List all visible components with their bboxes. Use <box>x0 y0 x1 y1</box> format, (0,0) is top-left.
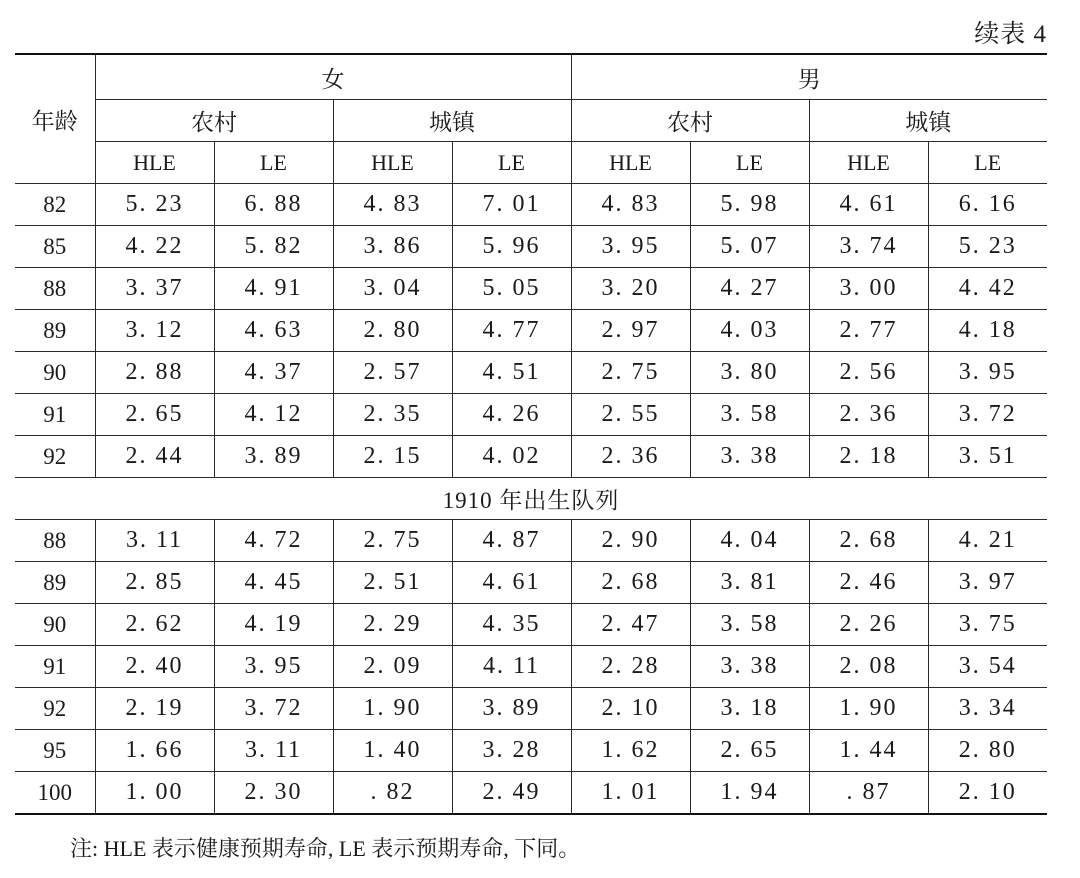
table-footnote: 注: HLE 表示健康预期寿命, LE 表示预期寿命, 下同。 <box>70 836 581 861</box>
value-cell: 2. 65 <box>690 730 809 772</box>
value-cell: 3. 81 <box>690 562 809 604</box>
age-cell: 90 <box>15 352 95 394</box>
value-cell: 2. 97 <box>571 310 690 352</box>
value-cell: 3. 75 <box>928 604 1047 646</box>
table-row <box>15 646 1047 688</box>
age-header: 年龄 <box>15 54 95 184</box>
female-rural-header: 农村 <box>95 100 333 142</box>
value-cell: 3. 74 <box>809 226 928 268</box>
age-cell: 91 <box>15 646 95 688</box>
value-cell: 3. 11 <box>95 520 214 562</box>
value-cell: 4. 61 <box>452 562 571 604</box>
value-cell: 3. 95 <box>214 646 333 688</box>
value-cell: 5. 07 <box>690 226 809 268</box>
cohort-section-label: 1910 年出生队列 <box>15 478 1047 520</box>
value-cell: 2. 28 <box>571 646 690 688</box>
value-cell: 4. 51 <box>452 352 571 394</box>
male-rural-header: 农村 <box>571 100 809 142</box>
value-cell: 3. 72 <box>928 394 1047 436</box>
value-cell: 4. 11 <box>452 646 571 688</box>
age-cell: 89 <box>15 562 95 604</box>
value-cell: 2. 77 <box>809 310 928 352</box>
value-cell: 4. 35 <box>452 604 571 646</box>
value-cell: 2. 09 <box>333 646 452 688</box>
table-row <box>15 310 1047 352</box>
value-cell: 4. 21 <box>928 520 1047 562</box>
table-row <box>15 730 1047 772</box>
table-row <box>15 226 1047 268</box>
value-cell: 2. 51 <box>333 562 452 604</box>
value-cell: 4. 22 <box>95 226 214 268</box>
value-cell: 4. 18 <box>928 310 1047 352</box>
value-cell: 5. 82 <box>214 226 333 268</box>
value-cell: 4. 12 <box>214 394 333 436</box>
column-header: HLE <box>571 142 690 184</box>
value-cell: 4. 37 <box>214 352 333 394</box>
value-cell: 5. 23 <box>95 184 214 226</box>
value-cell: 1. 62 <box>571 730 690 772</box>
value-cell: 2. 18 <box>809 436 928 478</box>
value-cell: 3. 72 <box>214 688 333 730</box>
table-row <box>15 352 1047 394</box>
age-cell: 89 <box>15 310 95 352</box>
value-cell: 1. 66 <box>95 730 214 772</box>
value-cell: 2. 85 <box>95 562 214 604</box>
value-cell: 3. 38 <box>690 646 809 688</box>
value-cell: 5. 96 <box>452 226 571 268</box>
value-cell: 3. 20 <box>571 268 690 310</box>
value-cell: 2. 68 <box>809 520 928 562</box>
value-cell: 6. 88 <box>214 184 333 226</box>
value-cell: . 87 <box>809 772 928 815</box>
age-cell: 92 <box>15 436 95 478</box>
value-cell: 3. 58 <box>690 394 809 436</box>
female-urban-header: 城镇 <box>333 100 571 142</box>
value-cell: 3. 95 <box>928 352 1047 394</box>
value-cell: 2. 55 <box>571 394 690 436</box>
value-cell: 3. 51 <box>928 436 1047 478</box>
age-cell: 88 <box>15 520 95 562</box>
value-cell: 3. 37 <box>95 268 214 310</box>
value-cell: 3. 54 <box>928 646 1047 688</box>
value-cell: 2. 08 <box>809 646 928 688</box>
value-cell: 2. 88 <box>95 352 214 394</box>
value-cell: 2. 36 <box>809 394 928 436</box>
value-cell: 3. 97 <box>928 562 1047 604</box>
value-cell: 2. 26 <box>809 604 928 646</box>
value-cell: 1. 01 <box>571 772 690 815</box>
value-cell: 4. 27 <box>690 268 809 310</box>
value-cell: 3. 58 <box>690 604 809 646</box>
age-cell: 82 <box>15 184 95 226</box>
age-cell: 95 <box>15 730 95 772</box>
male-urban-header: 城镇 <box>809 100 1047 142</box>
value-cell: 5. 05 <box>452 268 571 310</box>
age-cell: 100 <box>15 772 95 815</box>
value-cell: 2. 90 <box>571 520 690 562</box>
age-cell: 92 <box>15 688 95 730</box>
value-cell: 1. 90 <box>809 688 928 730</box>
value-cell: 4. 83 <box>571 184 690 226</box>
table-row <box>15 520 1047 562</box>
value-cell: 4. 02 <box>452 436 571 478</box>
table-continuation-caption: 续表 4 <box>974 21 1047 48</box>
column-header: LE <box>690 142 809 184</box>
value-cell: 4. 77 <box>452 310 571 352</box>
age-cell: 91 <box>15 394 95 436</box>
column-header: HLE <box>333 142 452 184</box>
value-cell: 4. 72 <box>214 520 333 562</box>
value-cell: 3. 00 <box>809 268 928 310</box>
value-cell: 5. 23 <box>928 226 1047 268</box>
column-header: LE <box>452 142 571 184</box>
value-cell: 2. 68 <box>571 562 690 604</box>
value-cell: 2. 49 <box>452 772 571 815</box>
table-row <box>15 772 1047 815</box>
value-cell: 2. 80 <box>928 730 1047 772</box>
value-cell: 3. 80 <box>690 352 809 394</box>
value-cell: 4. 83 <box>333 184 452 226</box>
section-divider-row <box>15 478 1047 520</box>
value-cell: 4. 26 <box>452 394 571 436</box>
value-cell: 2. 62 <box>95 604 214 646</box>
value-cell: 6. 16 <box>928 184 1047 226</box>
value-cell: 2. 46 <box>809 562 928 604</box>
age-cell: 90 <box>15 604 95 646</box>
value-cell: 2. 65 <box>95 394 214 436</box>
value-cell: 3. 12 <box>95 310 214 352</box>
table-row <box>15 268 1047 310</box>
value-cell: 3. 04 <box>333 268 452 310</box>
value-cell: 3. 86 <box>333 226 452 268</box>
column-header: LE <box>214 142 333 184</box>
age-cell: 85 <box>15 226 95 268</box>
value-cell: 1. 44 <box>809 730 928 772</box>
value-cell: 1. 00 <box>95 772 214 815</box>
value-cell: 2. 15 <box>333 436 452 478</box>
life-expectancy-table <box>15 53 1047 815</box>
value-cell: 7. 01 <box>452 184 571 226</box>
value-cell: 1. 94 <box>690 772 809 815</box>
column-header: LE <box>928 142 1047 184</box>
value-cell: 2. 75 <box>571 352 690 394</box>
value-cell: 3. 28 <box>452 730 571 772</box>
value-cell: 3. 89 <box>214 436 333 478</box>
value-cell: 3. 89 <box>452 688 571 730</box>
value-cell: 2. 30 <box>214 772 333 815</box>
value-cell: 2. 75 <box>333 520 452 562</box>
male-header: 男 <box>571 54 1047 100</box>
value-cell: 3. 95 <box>571 226 690 268</box>
value-cell: 4. 61 <box>809 184 928 226</box>
column-header: HLE <box>809 142 928 184</box>
value-cell: 2. 56 <box>809 352 928 394</box>
value-cell: 2. 80 <box>333 310 452 352</box>
value-cell: 4. 19 <box>214 604 333 646</box>
value-cell: 4. 87 <box>452 520 571 562</box>
value-cell: 3. 34 <box>928 688 1047 730</box>
column-header: HLE <box>95 142 214 184</box>
table-row <box>15 562 1047 604</box>
value-cell: 2. 35 <box>333 394 452 436</box>
value-cell: 4. 63 <box>214 310 333 352</box>
value-cell: 3. 11 <box>214 730 333 772</box>
value-cell: 3. 18 <box>690 688 809 730</box>
value-cell: 4. 03 <box>690 310 809 352</box>
value-cell: 1. 90 <box>333 688 452 730</box>
value-cell: . 82 <box>333 772 452 815</box>
table-row <box>15 394 1047 436</box>
value-cell: 4. 45 <box>214 562 333 604</box>
table-row <box>15 436 1047 478</box>
value-cell: 2. 29 <box>333 604 452 646</box>
table-row <box>15 604 1047 646</box>
value-cell: 2. 36 <box>571 436 690 478</box>
value-cell: 2. 40 <box>95 646 214 688</box>
value-cell: 3. 38 <box>690 436 809 478</box>
value-cell: 2. 47 <box>571 604 690 646</box>
value-cell: 2. 10 <box>571 688 690 730</box>
table-row <box>15 184 1047 226</box>
age-cell: 88 <box>15 268 95 310</box>
value-cell: 2. 19 <box>95 688 214 730</box>
value-cell: 2. 10 <box>928 772 1047 815</box>
value-cell: 2. 57 <box>333 352 452 394</box>
value-cell: 4. 04 <box>690 520 809 562</box>
table-row <box>15 688 1047 730</box>
value-cell: 1. 40 <box>333 730 452 772</box>
table-body <box>15 184 1047 815</box>
value-cell: 2. 44 <box>95 436 214 478</box>
value-cell: 5. 98 <box>690 184 809 226</box>
value-cell: 4. 91 <box>214 268 333 310</box>
female-header: 女 <box>95 54 571 100</box>
value-cell: 4. 42 <box>928 268 1047 310</box>
